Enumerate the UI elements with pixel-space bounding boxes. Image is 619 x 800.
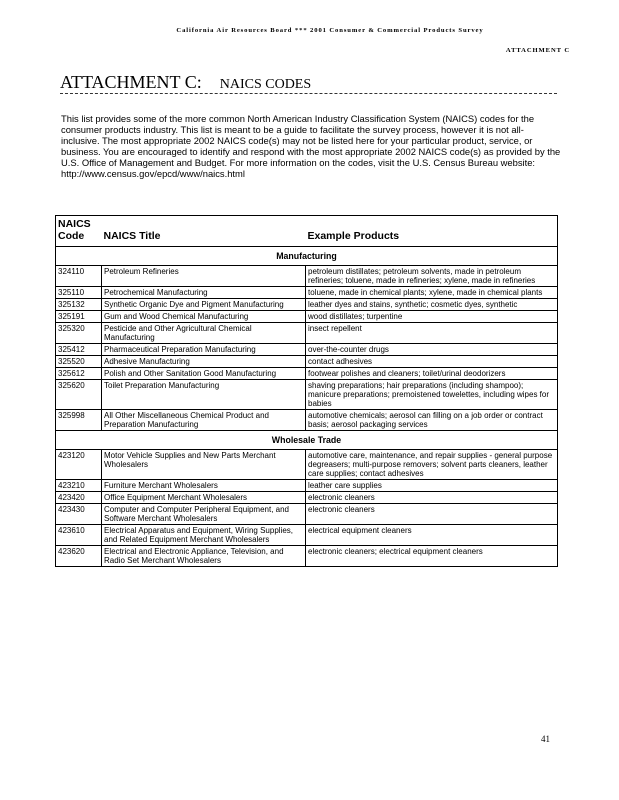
table-row xyxy=(56,266,558,287)
examples-cell: electronic cleaners xyxy=(306,492,558,504)
examples-cell: shaving preparations; hair preparations (including shampoo); manicure preparations; premoistened towelettes, including wipes for babies xyxy=(306,380,558,410)
table-row xyxy=(56,492,558,504)
table-row xyxy=(56,450,558,480)
examples-cell: electronic cleaners xyxy=(306,504,558,525)
page-title-part1: ATTACHMENT C: xyxy=(60,72,202,92)
title-cell: Gum and Wood Chemical Manufacturing xyxy=(102,311,306,323)
title-cell: Pesticide and Other Agricultural Chemical Manufacturing xyxy=(102,323,306,344)
examples-cell: insect repellent xyxy=(306,323,558,344)
examples-cell: automotive chemicals; aerosol can filling on a job order or contract basis; aerosol packaging services xyxy=(306,410,558,431)
table-row xyxy=(56,410,558,431)
naics-table xyxy=(55,215,558,567)
examples-cell: wood distillates; turpentine xyxy=(306,311,558,323)
title-cell: Synthetic Organic Dye and Pigment Manufacturing xyxy=(102,299,306,311)
table-row xyxy=(56,480,558,492)
code-cell: 325620 xyxy=(56,380,102,410)
table-row xyxy=(56,287,558,299)
code-cell: 423210 xyxy=(56,480,102,492)
code-cell: 325320 xyxy=(56,323,102,344)
examples-cell: leather dyes and stains, synthetic; cosmetic dyes, synthetic xyxy=(306,299,558,311)
code-cell: 324110 xyxy=(56,266,102,287)
examples-cell: electrical equipment cleaners xyxy=(306,525,558,546)
table-row xyxy=(56,356,558,368)
title-cell: Computer and Computer Peripheral Equipment, and Software Merchant Wholesalers xyxy=(102,504,306,525)
title-cell: Polish and Other Sanitation Good Manufacturing xyxy=(102,368,306,380)
code-cell: 325998 xyxy=(56,410,102,431)
table-row xyxy=(56,525,558,546)
table-row xyxy=(56,299,558,311)
code-cell: 325412 xyxy=(56,344,102,356)
code-cell: 423120 xyxy=(56,450,102,480)
page-number: 41 xyxy=(541,734,550,744)
code-cell: 325191 xyxy=(56,311,102,323)
title-cell: Petroleum Refineries xyxy=(102,266,306,287)
examples-cell: petroleum distillates; petroleum solvents, made in petroleum refineries; toluene, made in refineries; xylene, made in refineries xyxy=(306,266,558,287)
code-cell: 423610 xyxy=(56,525,102,546)
code-cell: 423420 xyxy=(56,492,102,504)
title-cell: Furniture Merchant Wholesalers xyxy=(102,480,306,492)
running-header: California Air Resources Board *** 2001 Consumer & Commercial Products Survey xyxy=(176,27,484,34)
section-title: Manufacturing xyxy=(56,247,558,266)
header-examples: Example Products xyxy=(307,230,400,242)
table-row xyxy=(56,323,558,344)
section-header-row xyxy=(56,431,558,450)
title-cell: Adhesive Manufacturing xyxy=(102,356,306,368)
examples-cell: leather care supplies xyxy=(306,480,558,492)
code-cell: 423430 xyxy=(56,504,102,525)
examples-cell: footwear polishes and cleaners; toilet/urinal deodorizers xyxy=(306,368,558,380)
title-cell: Pharmaceutical Preparation Manufacturing xyxy=(102,344,306,356)
code-cell: 423620 xyxy=(56,546,102,567)
naics-table-body xyxy=(56,247,558,567)
title-rule xyxy=(60,93,557,94)
title-cell: Motor Vehicle Supplies and New Parts Merchant Wholesalers xyxy=(102,450,306,480)
table-row xyxy=(56,546,558,567)
title-cell: Electrical Apparatus and Equipment, Wiring Supplies, and Related Equipment Merchant Wholesalers xyxy=(102,525,306,546)
examples-cell: toluene, made in chemical plants; xylene, made in chemical plants xyxy=(306,287,558,299)
table-row xyxy=(56,368,558,380)
code-cell: 325520 xyxy=(56,356,102,368)
page-title-part2: NAICS CODES xyxy=(219,77,312,92)
examples-cell: automotive care, maintenance, and repair supplies - general purpose degreasers; multi-purpose removers; solvent parts cleaners, leather care supplies; contact adhesives xyxy=(306,450,558,480)
title-cell: Office Equipment Merchant Wholesalers xyxy=(102,492,306,504)
header-code: NAICS Code xyxy=(58,218,91,242)
table-row xyxy=(56,504,558,525)
table-row xyxy=(56,311,558,323)
intro-paragraph: This list provides some of the more common North American Industry Classification System (NAICS) codes for the consumer products industry. This list is meant to be a guide to facilitate the survey process, however it is not all-inclusive. The most appropriate 2002 NAICS code(s) may not be listed here for your particular product, service, or business. You are encouraged to identify and respond with the most appropriate 2002 NAICS code(s) as provided by the U.S. Office of Management and Budget. For more information on the codes, visit the U.S. Census Bureau website: http://www.census.gov/epcd/www/naics.html xyxy=(61,113,561,179)
title-cell: Toilet Preparation Manufacturing xyxy=(102,380,306,410)
examples-cell: contact adhesives xyxy=(306,356,558,368)
code-cell: 325110 xyxy=(56,287,102,299)
examples-cell: electronic cleaners; electrical equipment cleaners xyxy=(306,546,558,567)
page-title xyxy=(60,72,311,93)
table-row xyxy=(56,380,558,410)
header-title: NAICS Title xyxy=(103,230,161,242)
attachment-label: ATTACHMENT C xyxy=(505,47,570,54)
section-title: Wholesale Trade xyxy=(56,431,558,450)
section-header-row xyxy=(56,247,558,266)
table-row xyxy=(56,344,558,356)
title-cell: All Other Miscellaneous Chemical Product and Preparation Manufacturing xyxy=(102,410,306,431)
title-cell: Electrical and Electronic Appliance, Television, and Radio Set Merchant Wholesalers xyxy=(102,546,306,567)
code-cell: 325132 xyxy=(56,299,102,311)
code-cell: 325612 xyxy=(56,368,102,380)
title-cell: Petrochemical Manufacturing xyxy=(102,287,306,299)
examples-cell: over-the-counter drugs xyxy=(306,344,558,356)
